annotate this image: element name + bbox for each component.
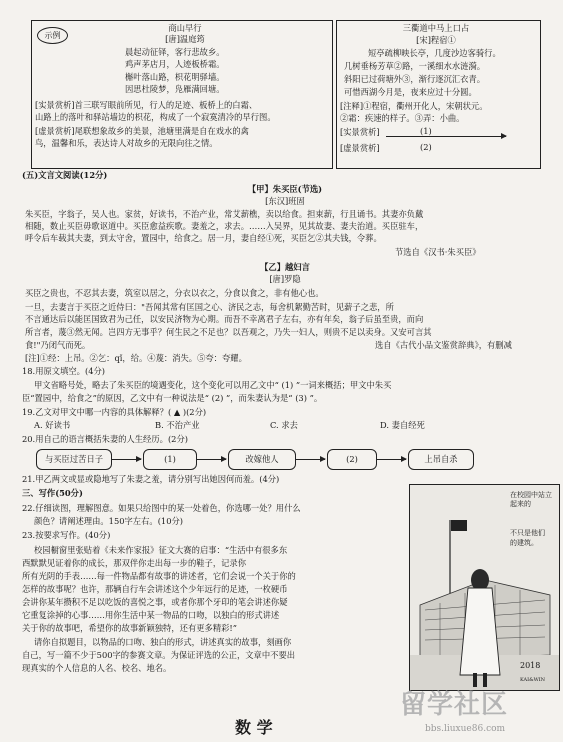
q23-paragraph: 所有光阴的手表……每一件物品都有故事的讲述者，它们会说一个关于你的 [22,571,296,581]
flow-step: (1) [143,449,197,470]
poem2-author: [宋]程宿① [416,35,456,45]
q23-paragraph: 西默默见证着你的成长，那双伴你走出每一步的鞋子，记录你 [22,558,247,568]
jia-source: 节选自《汉书·朱买臣》 [395,247,481,257]
q20-stem: 20.用自己的语言概括朱妻的人生经历。(2分) [22,434,188,444]
flow-step: 与买臣过苦日子 [36,449,112,470]
flow-step: (2) [327,449,377,470]
q23-paragraph: 会讲你某年攒积不足以吃饭的喜悦之事，或者你那个牙印的笔会讲述你疑 [22,597,288,607]
jia-title: 【甲】朱买臣(节选) [247,184,323,194]
section-heading: (五)文言文阅读(12分) [22,170,108,180]
q18-stem: 18.用原文填空。(4分) [22,366,106,376]
q23-paragraph: 它重复涂掉的心事……用你生活中某一物品的口吻，以独白的形式讲述 [22,610,280,620]
poem2-title: 三衢道中马上口占 [402,23,470,33]
poem2-line: 可惜西湖今月是，夜来应过十分圆。 [344,87,477,97]
poem2-fill1-mark: (1) [420,126,432,136]
q19-stem: 19.乙文对甲文中哪一内容的具体解释？( ▲ )(2分) [22,407,207,417]
poem2-line: 短亭疏柳映长亭，几度沙边客骑行。 [368,48,501,58]
poem2-fill2-label: [虚景赏析] [340,143,380,153]
sketch-caption: 在校园中站立起来的 [510,491,552,508]
poem1-line: 鸡声茅店月，人迹板桥霜。 [125,59,225,69]
jia-paragraph: 相随，数止买臣毋歌讴道中。买臣愈益疾歌。妻羞之，求去。……入吴界，见其故妻、妻夫治道。买臣驻车， [25,221,424,231]
poem1-author: [唐]温庭筠 [165,34,205,44]
q21-line: 21.甲乙两文或显或隐地写了朱妻之羞，请分别写出她因何而羞。(4分) [22,474,280,484]
sketch-caption: 不只是他们 [510,529,545,537]
footer-subject: 数 学 [235,718,273,737]
sketch-drawing [410,485,559,690]
watermark-url: bbs.liuxue86.com [425,724,506,734]
watermark-brand: 留学社区 [400,690,509,720]
jia-paragraph: 呼令后车载其夫妻，到太守舍，置园中，给食之。居一月，妻自经①死，买臣乞②其夫钱，令葬。 [25,233,382,243]
yi-source: 选自《古代小品文鉴赏辞典》，有删减 [375,340,512,350]
q23-stem: 23.按要求写作。(40分) [22,530,111,540]
flow-arrow [196,459,226,460]
q19-option-c: C. 求去 [270,420,298,430]
yi-paragraph: 不言通达后以能匡国致君为己任，以安民济物为心期。而吾不幸离君子左右，亦有年矣，翁子后虽至贵，而向 [25,314,424,324]
poem1-appreciation: [实景赏析]首三联写眼前所见，行人的足迹、板桥上的白霜、 [35,100,258,110]
campus-sketch [409,484,560,691]
yi-author: [唐]罗隐 [269,274,301,284]
fill-line [386,136,506,137]
yi-paragraph: 一旦，去妻言于买臣之近侍曰："吾闻其常有匡国之心、济民之志，每舍机絮勤苦时，见薪子之悲，所 [25,302,394,312]
q23-ask: 请你自拟题目，以物品的口吻、独白的形式，讲述真实的故事，刻画你 [34,637,292,647]
flow-arrow [295,459,325,460]
q22-line: 22.仔细读图，理解图意。如果只给图中的某一处着色，你选哪一处？用什么 [22,503,301,513]
poem1-appreciation: 鸟，温馨和乐，表达诗人对故乡的无限向往之情。 [35,138,218,148]
q23-paragraph: 校园橱窗里张贴着《未来作家报》征文大赛的启事：“生活中有很多东 [34,545,288,555]
sketch-signature: KAI&WIN [520,677,546,683]
poem2-note: ②霜：疾速的样子。③弄：小曲。 [340,113,465,123]
yi-paragraph: 买臣之贵也，不忍其去妻，筑室以居之，分衣以衣之，分食以食之，非有他心也。 [25,288,324,298]
poem1-line: 槲叶落山路，枳花明驿墙。 [125,72,225,82]
q23-ask: 自己，写一篇不少于500字的参赛文章。为保证评选的公正，文章中不要出 [22,650,296,660]
flow-step: 上吊自杀 [408,449,474,470]
poem1-title: 商山早行 [168,23,202,33]
poem1-appreciation: 山路上的落叶和驿站墙边的枳花，构成了一个寂寞清冷的早行图。 [35,112,276,122]
q22-line: 颜色？请阐述理由。150字左右。(10分) [34,516,184,526]
jia-paragraph: 朱买臣，字翁子，吴人也。家贫，好读书，不治产业，常艾薪樵，卖以给食。担束薪，行且诵书。其妻亦负戴 [25,209,424,219]
yi-title: 【乙】越妇言 [260,262,310,272]
q19-option-d: D. 妻自经死 [380,420,425,430]
q18-line: 甲文省略号处，略去了朱买臣的境遇变化，这个变化可以用乙文中“ (1) ”一词来概括；甲文中朱买 [34,380,392,390]
q23-paragraph: 关于你的故事吧，希望你的故事新颖独特，还有更多精彩!” [22,623,237,633]
flow-arrow [376,459,406,460]
q23-ask: 现真实的个人信息的人名、校名、地名。 [22,663,172,673]
poem2-note: [注释]①程宿，衢州开化人，宋朝状元。 [340,101,488,111]
yi-paragraph: 食!"乃闭气而死。 [25,340,91,350]
sketch-year: 2018 [520,661,541,670]
q23-paragraph: 怎样的故事呢？也许，那辆自行车会讲述这个少年远行的足迹，一枚硬币 [22,584,288,594]
poem1-line: 因思杜陵梦，凫雁满回塘。 [125,84,225,94]
poem1-line: 晨起动征铎，客行悲故乡。 [125,47,225,57]
jia-author: [东汉]班固 [265,196,305,206]
notes-line: [注]①经：上吊。②乞：qǐ，给。④蔑：消失。⑤夸：夸耀。 [25,353,247,363]
yi-paragraph: 所言者，蔑③然无闻。岂四方无事乎？何生民之不足也？以吾观之，乃失一妇人，则贵不足以卖身。又安可言其 [25,327,432,337]
sketch-caption: 的建筑。 [510,539,538,547]
poem2-line: 斜阳已过荷塘外③，渐行逐沉汇衣青。 [344,74,486,84]
example-tag: 示例 [37,27,68,44]
q18-line: 臣“置园中，给食之”的原因，乙文中有一种说法是“ (2) ”，而朱妻认为是“ (3) ”。 [22,393,323,403]
poem2-fill1-label: [实景赏析] [340,127,380,137]
q19-option-b: B. 不治产业 [155,420,200,430]
flow-arrow [111,459,141,460]
flow-step: 改嫁他人 [228,449,296,470]
poem1-appreciation: [虚景赏析]尾联想象故乡的美景，池塘里满是自在戏水的禽 [35,126,249,136]
poem2-line: 几树垂杨芳草②路，一溪细水水涟漪。 [344,61,486,71]
q19-option-a: A. 好读书 [34,420,71,430]
writing-heading: 三、写作(50分) [22,488,83,498]
poem2-fill2-mark: (2) [420,142,432,152]
